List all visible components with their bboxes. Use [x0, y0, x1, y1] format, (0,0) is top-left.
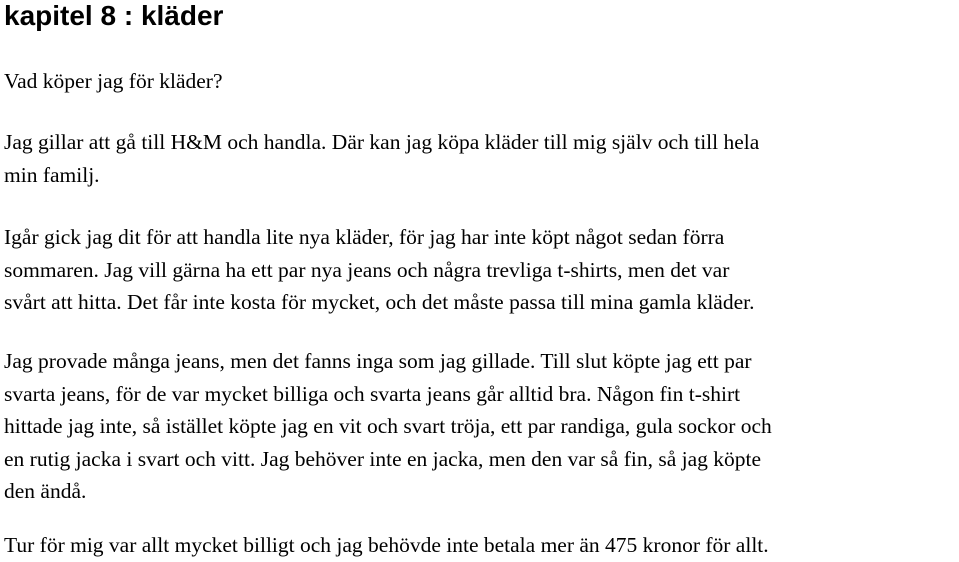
paragraph-3: [4, 345, 956, 508]
text-line: Igår gick jag dit för att handla lite nya kläder, för jag har inte köpt något sedan förra: [4, 225, 725, 249]
question-line: Vad köper jag för kläder?: [4, 69, 223, 93]
question-paragraph: [4, 65, 956, 98]
text-line: svårt att hitta. Det får inte kosta för mycket, och det måste passa till mina gamla kläder.: [4, 290, 755, 314]
text-line: svarta jeans, för de var mycket billiga och svarta jeans går alltid bra. Någon fin t-shirt: [4, 381, 741, 406]
text-line: Jag gillar att gå till H&M och handla. Där kan jag köpa kläder till mig själv och till hela: [4, 130, 760, 154]
text-line: min familj.: [4, 162, 100, 187]
paragraph-4: [4, 529, 956, 562]
text-line: hittade jag inte, så istället köpte jag en vit och svart tröja, ett par randiga, gula sockor och: [4, 414, 772, 438]
paragraph-2: [4, 221, 956, 319]
page-title: kapitel 8 : kläder: [4, 0, 224, 31]
text-line: sommaren. Jag vill gärna ha ett par nya jeans och några trevliga t-shirts, men det var: [4, 257, 730, 282]
text-line: Tur för mig var allt mycket billigt och jag behövde inte betala mer än 475 kronor för allt.: [4, 533, 769, 557]
text-line: en rutig jacka i svart och vitt. Jag behöver inte en jacka, men den var så fin, så jag köpte: [4, 446, 762, 471]
text-line: Jag provade många jeans, men det fanns inga som jag gillade. Till slut köpte jag ett par: [4, 349, 752, 373]
text-line: den ändå.: [4, 479, 87, 503]
paragraph-1: [4, 126, 956, 191]
